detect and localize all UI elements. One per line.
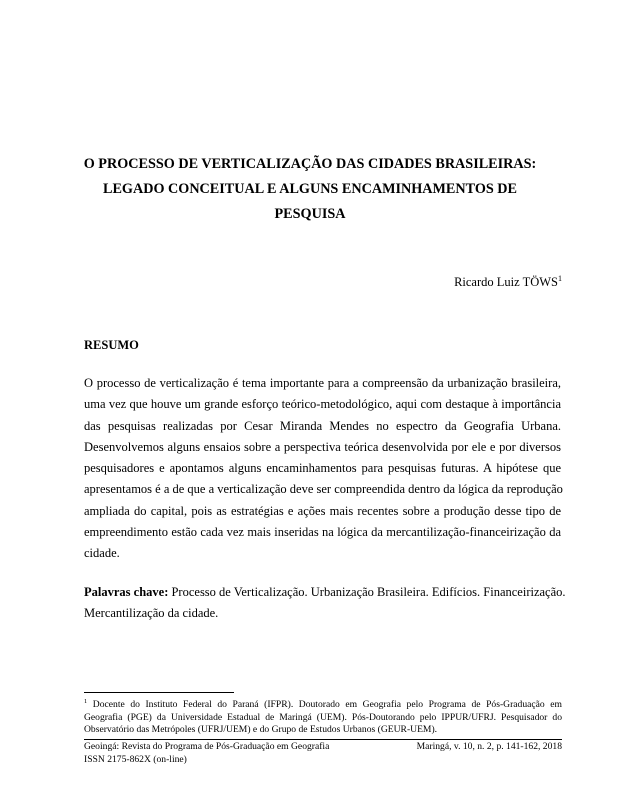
abstract-line: empreendimento estão cada vez mais inseridas na lógica da mercantilização-financeirização da: [84, 525, 561, 540]
abstract-line: Desenvolvemos alguns ensaios sobre a perspectiva teórica desenvolvida por ele e por diversos: [84, 439, 561, 454]
footer-issn: ISSN 2175-862X (on-line): [84, 753, 187, 765]
footnote-text-2: Geografia (PGE) da Universidade Estadual de Maringá (UEM). Pós-Doutorando pelo IPPUR/UFRJ. Pesquisador do: [84, 711, 562, 723]
footer-divider: [84, 739, 562, 740]
keywords-text-1: Processo de Verticalização. Urbanização Brasileira. Edifícios. Financeirização.: [168, 585, 566, 599]
abstract-line: cidade.: [84, 546, 120, 561]
footnote-divider: [84, 692, 234, 693]
footnote-text-3: Observatório das Metrópoles (UFRJ/UEM) e do Grupo de Estudos Urbanos (GEUR-UEM).: [84, 724, 438, 735]
abstract-line: O processo de verticalização é tema importante para a compreensão da urbanização brasileira,: [84, 376, 561, 390]
title-line-2: LEGADO CONCEITUAL E ALGUNS ENCAMINHAMENTOS DE: [103, 181, 517, 197]
paper-title: [60, 152, 560, 227]
keywords-text-2: Mercantilização da cidade.: [84, 606, 219, 621]
footnote-line-1: [84, 699, 562, 712]
title-line-3: PESQUISA: [274, 206, 346, 222]
page-footer: [84, 741, 562, 766]
abstract-line: das pesquisas realizadas por Cesar Miranda Mendes no espectro da Geografia Urbana.: [84, 418, 561, 433]
abstract-body: [84, 373, 561, 565]
footnote: [84, 699, 562, 737]
author-line: [454, 274, 562, 290]
abstract-line: ampliada do capital, pois as estratégias e ações mais recentes sobre a produção desse tipo de: [84, 503, 561, 518]
keywords-block: [84, 582, 566, 625]
abstract-heading: RESUMO: [84, 338, 139, 352]
footer-row: [84, 741, 562, 754]
footnote-text-1: Docente do Instituto Federal do Paraná (IFPR). Doutorado em Geografia pelo Programa de Pós-Graduação em: [87, 699, 562, 710]
footer-journal: Geoingá: Revista do Programa de Pós-Graduação em Geografia: [84, 741, 330, 752]
author-footnote-mark: 1: [558, 274, 562, 283]
author-name: Ricardo Luiz TÖWS: [454, 275, 558, 289]
abstract-line: apresentamos é a de que a verticalização deve ser compreendida dentro da lógica da reprodução: [84, 482, 563, 497]
keywords-label: Palavras chave:: [84, 585, 169, 599]
abstract-line: pesquisadores e apontamos alguns encaminhamentos para pesquisas futuras. A hipótese que: [84, 461, 561, 476]
keywords-line-1: [84, 582, 566, 603]
footer-citation: Maringá, v. 10, n. 2, p. 141-162, 2018: [416, 741, 562, 752]
footnote-mark: 1: [84, 698, 88, 705]
abstract-line: uma vez que houve um grande esforço teórico-metodológico, aqui com destaque à importância: [84, 397, 561, 412]
title-line-1: O PROCESSO DE VERTICALIZAÇÃO DAS CIDADES BRASILEIRAS:: [83, 156, 537, 172]
